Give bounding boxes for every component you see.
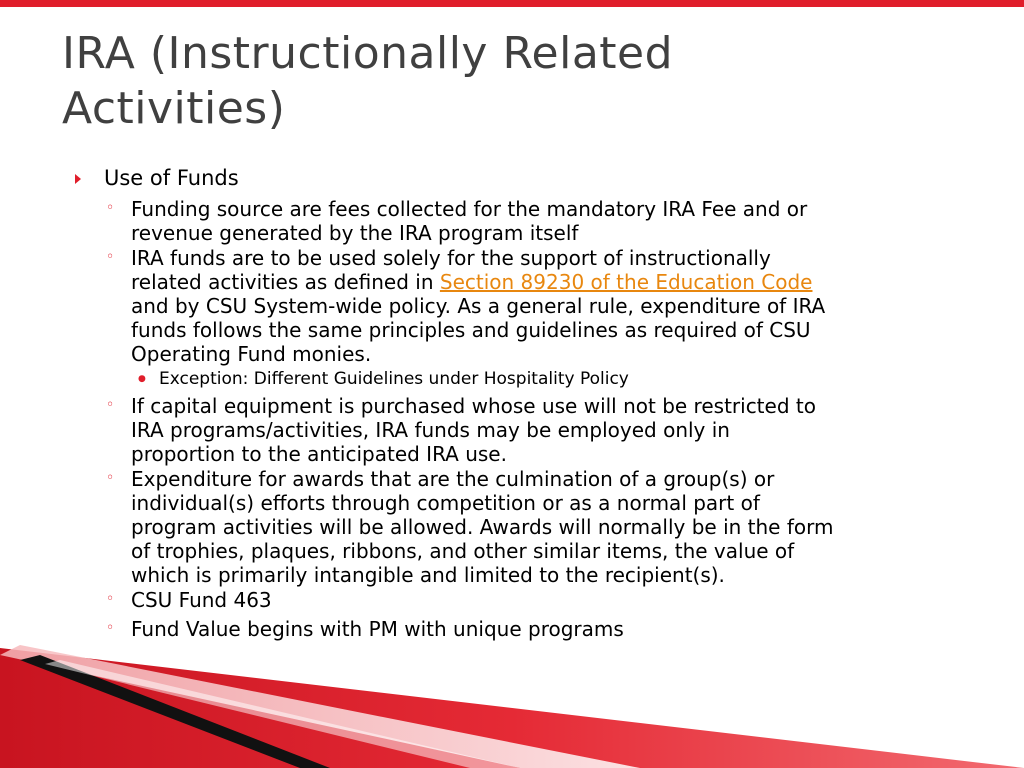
bullet-line: revenue generated by the IRA program itself [131,221,579,245]
bullet-line: proportion to the anticipated IRA use. [131,442,507,466]
bullet-line: funds follows the same principles and guidelines as required of CSU [131,318,811,342]
white-swoosh-stripe [45,660,520,768]
slide-title [62,26,962,136]
bullet-csu-fund: CSU Fund 463 [131,588,272,612]
bullet-line: IRA programs/activities, IRA funds may be employed only in [131,418,730,442]
bullet-line: program activities will be allowed. Awards will normally be in the form [131,515,834,539]
bullet-awards-expenditure [131,467,971,587]
sub-bullet-exception: Exception: Different Guidelines under Hospitality Policy [159,369,629,389]
black-swoosh-stripe [20,655,330,768]
bullet-text: related activities as defined in [131,270,440,294]
title-line-1: IRA (Instructionally Related [62,28,674,79]
bullet-line: of trophies, plaques, ribbons, and other similar items, the value of [131,539,795,563]
bullet-ira-funds-use [131,246,971,366]
section-heading: Use of Funds [104,166,239,190]
top-accent-bar [0,0,1024,7]
circle-bullet-icon: ◦ [106,620,115,636]
bullet-line: individual(s) efforts through competition or as a normal part of [131,491,760,515]
red-swoosh-shape [0,648,1024,768]
bullet-line: Expenditure for awards that are the culmination of a group(s) or [131,467,775,491]
bullet-line: IRA funds are to be used solely for the support of instructionally [131,246,771,270]
circle-bullet-icon: ◦ [106,397,115,413]
bullet-capital-equipment [131,394,971,466]
circle-bullet-icon: ◦ [106,200,115,216]
education-code-link[interactable]: Section 89230 of the Education Code [439,270,813,294]
bullet-line: If capital equipment is purchased whose use will not be restricted to [131,394,816,418]
bullet-line: Operating Fund monies. [131,342,372,366]
title-line-2: Activities) [62,83,286,134]
circle-bullet-icon: ◦ [106,470,115,486]
arrow-bullet-icon [75,174,81,184]
dot-bullet-icon: ● [138,374,146,384]
bullet-line: which is primarily intangible and limited to the recipient(s). [131,563,725,587]
circle-bullet-icon: ◦ [106,591,115,607]
bullet-line: Funding source are fees collected for the mandatory IRA Fee and or [131,197,808,221]
circle-bullet-icon: ◦ [106,249,115,265]
bullet-fund-value: Fund Value begins with PM with unique programs [131,617,624,641]
bullet-funding-source [131,197,971,245]
bullet-line: and by CSU System-wide policy. As a general rule, expenditure of IRA [131,294,826,318]
bullet-line [131,270,971,294]
pink-swoosh-shape [0,645,640,768]
